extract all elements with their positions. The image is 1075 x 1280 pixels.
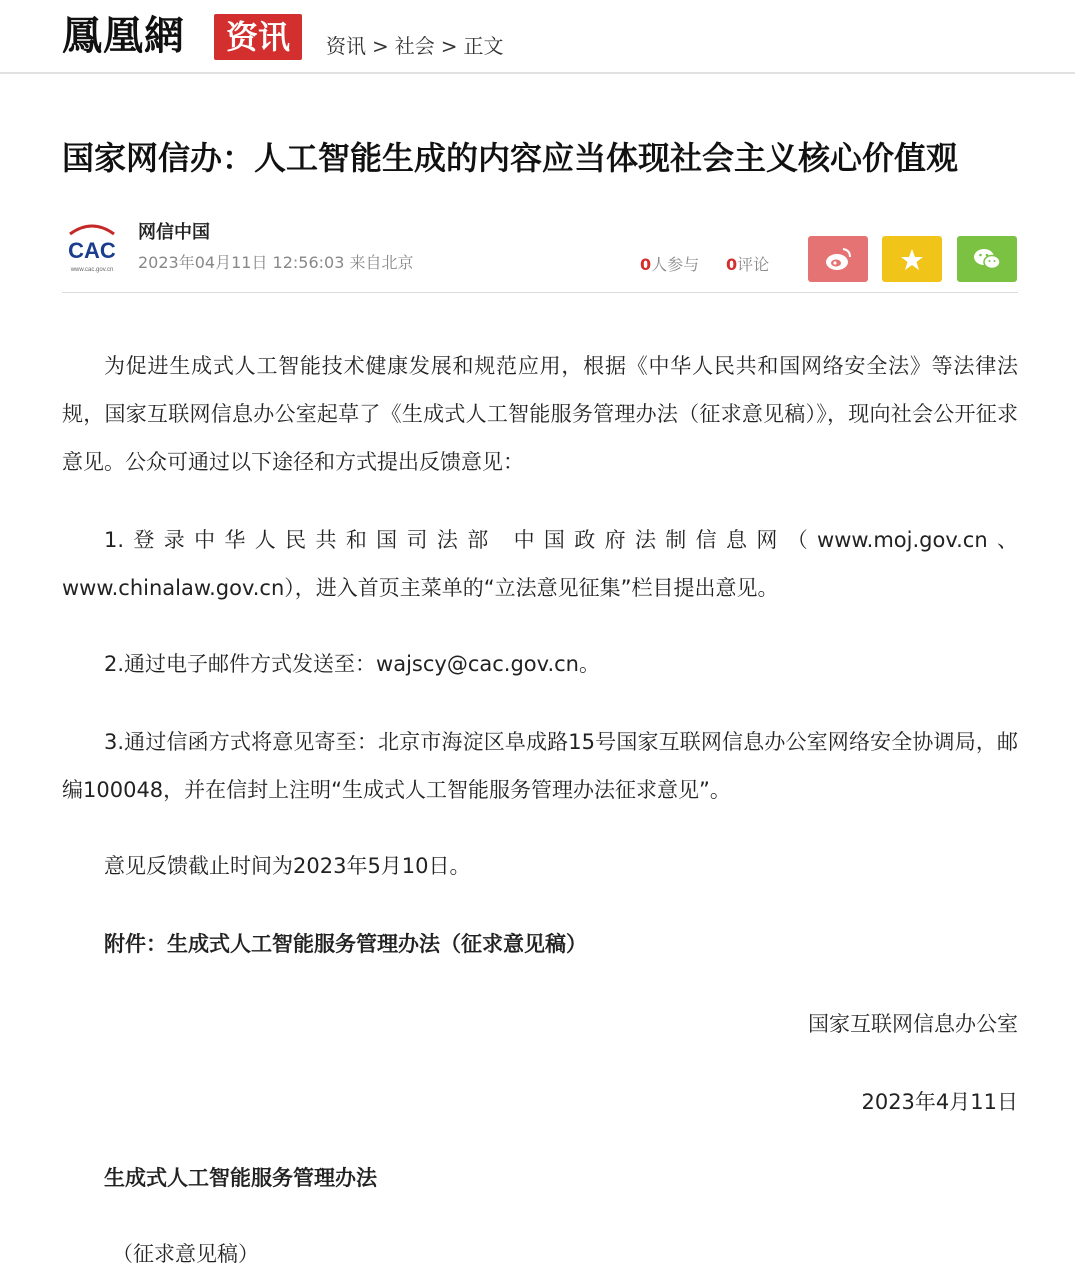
article-meta <box>62 210 1018 293</box>
signature-date: 2023年4月11日 <box>861 1090 1018 1114</box>
publish-time: 2023年04月11日 12:56:03 来自北京 <box>138 253 414 272</box>
comments-count[interactable] <box>726 252 769 275</box>
paragraph-item-1: 1.登录中华人民共和国司法部 中国政府法制信息网（www.moj.gov.cn、www.chinalaw.gov.cn），进入首页主菜单的“立法意见征集”栏目提出意见。 <box>62 528 1018 600</box>
favorite-button[interactable] <box>882 236 942 282</box>
breadcrumb <box>326 30 504 59</box>
cac-logo-url: www.cac.gov.cn <box>70 267 114 273</box>
site-logo[interactable]: 鳳凰網 <box>62 12 185 59</box>
breadcrumb-separator: > <box>372 34 389 58</box>
cac-logo-text: CAC <box>68 238 116 263</box>
attachment-line[interactable]: 附件：生成式人工智能服务管理办法（征求意见稿） <box>104 932 587 956</box>
breadcrumb-item-news[interactable]: 资讯 <box>326 34 366 58</box>
paragraph-intro: 为促进生成式人工智能技术健康发展和规范应用，根据《中华人民共和国网络安全法》等法律法规，国家互联网信息办公室起草了《生成式人工智能服务管理办法（征求意见稿）》，现向社会公开征求意见。公众可通过以下途径和方式提出反馈意见： <box>62 354 1018 474</box>
signature: 国家互联网信息办公室 <box>808 1012 1018 1036</box>
cac-logo-icon <box>62 220 122 276</box>
source-name[interactable]: 网信中国 <box>138 222 210 243</box>
article-title: 国家网信办：人工智能生成的内容应当体现社会主义核心价值观 <box>62 139 959 177</box>
breadcrumb-item-society[interactable]: 社会 <box>394 34 435 58</box>
paragraph-deadline: 意见反馈截止时间为2023年5月10日。 <box>104 854 471 878</box>
document-subtitle: （征求意见稿） <box>112 1242 259 1266</box>
share-wechat-button[interactable] <box>957 236 1017 282</box>
participants-number: 0 <box>640 255 652 274</box>
participants-label: 人参与 <box>651 255 700 274</box>
star-icon <box>897 245 927 273</box>
document-title: 生成式人工智能服务管理办法 <box>104 1166 377 1190</box>
breadcrumb-separator: > <box>440 34 458 58</box>
comments-label: 评论 <box>737 255 770 274</box>
site-header <box>0 0 1075 74</box>
paragraph-item-3: 3.通过信函方式将意见寄至：北京市海淀区阜成路15号国家互联网信息办公室网络安全协调局，邮编100048，并在信封上注明“生成式人工智能服务管理办法征求意见”。 <box>62 730 1018 802</box>
share-weibo-button[interactable] <box>808 236 868 282</box>
wechat-icon <box>972 245 1002 273</box>
channel-badge[interactable]: 资讯 <box>214 14 302 60</box>
comments-number: 0 <box>726 255 738 274</box>
weibo-icon <box>823 245 853 273</box>
participants-count[interactable] <box>640 252 699 275</box>
paragraph-item-2: 2.通过电子邮件方式发送至：wajscy@cac.gov.cn。 <box>104 652 600 676</box>
breadcrumb-item-article: 正文 <box>463 34 504 58</box>
